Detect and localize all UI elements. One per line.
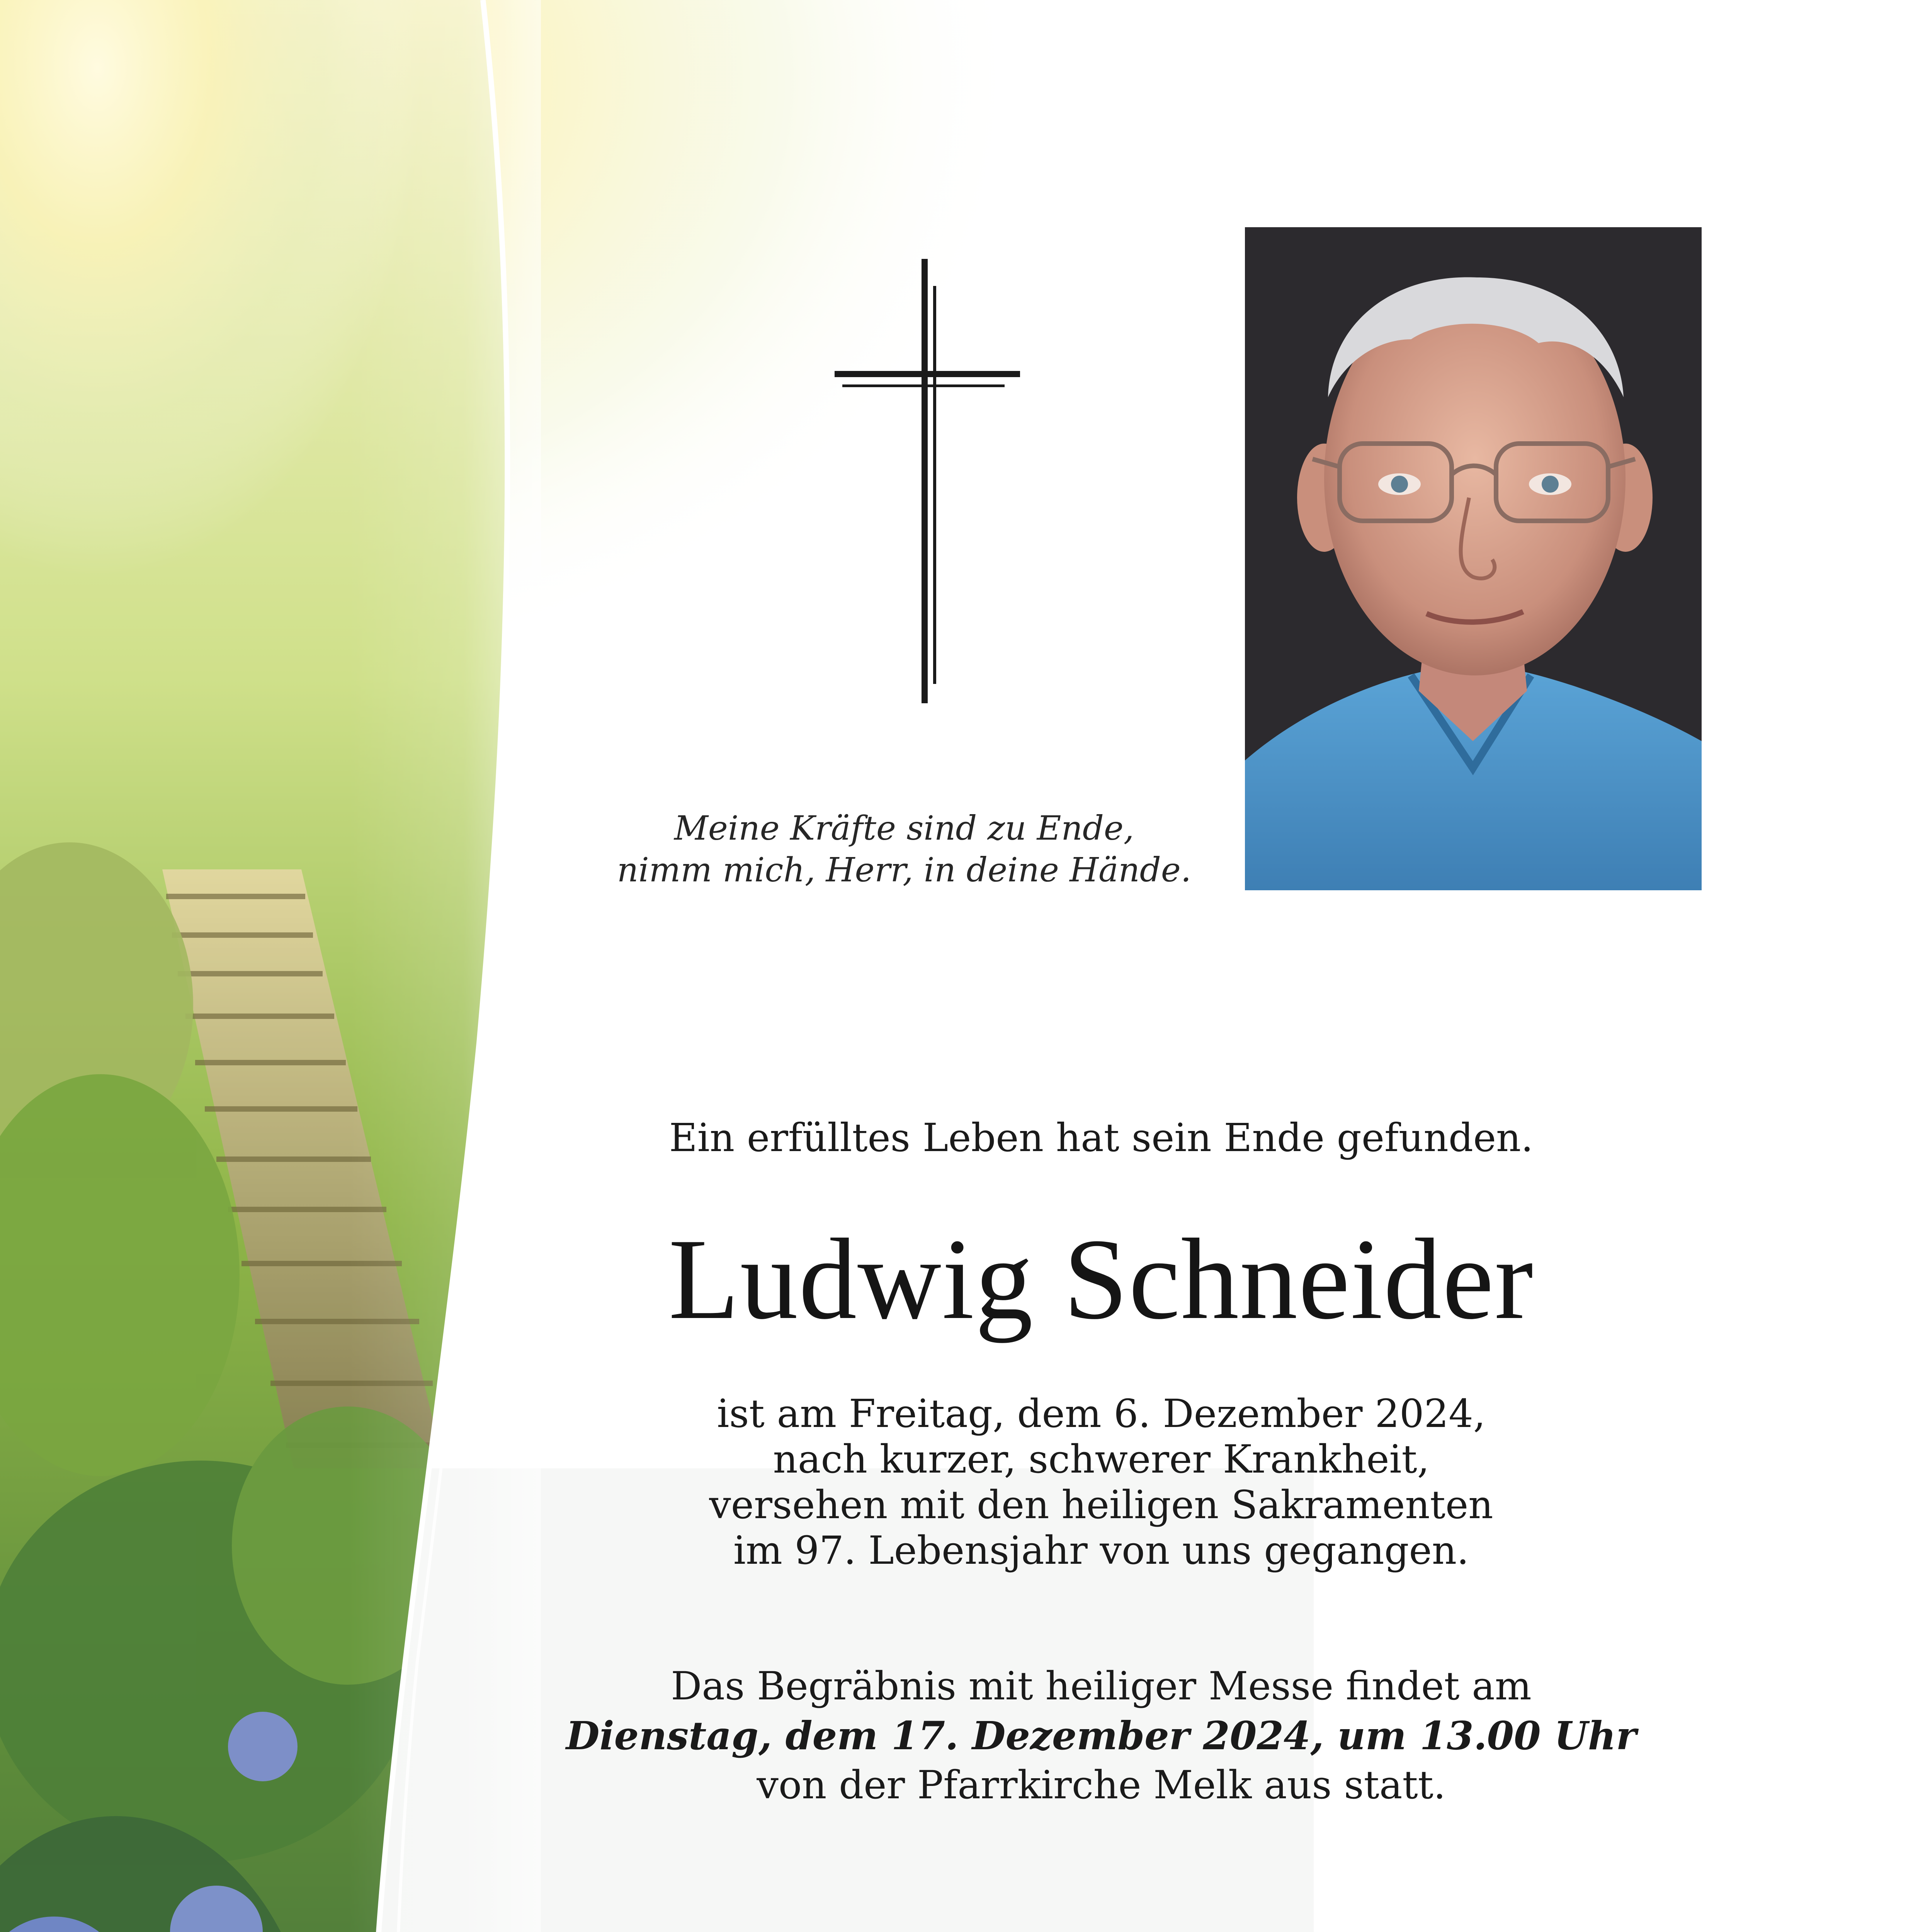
death-notice-line-4: im 97. Lebensjahr von uns gegangen. [733, 1528, 1469, 1573]
deceased-name: Ludwig Schneider [668, 1215, 1534, 1343]
intro-line: Ein erfülltes Leben hat sein Ende gefunden. [669, 1115, 1534, 1160]
verse-line-2: nimm mich, Herr, in deine Hände. [617, 851, 1192, 889]
portrait-illustration [1245, 227, 1702, 890]
portrait-photo [1245, 227, 1702, 890]
death-notice [580, 1391, 1623, 1573]
funeral-announcement [502, 1662, 1700, 1810]
verse-quote [549, 808, 1260, 891]
funeral-line-3: von der Pfarrkirche Melk aus statt. [757, 1762, 1446, 1808]
verse-line-1: Meine Kräfte sind zu Ende, [674, 809, 1134, 848]
funeral-line-1: Das Begräbnis mit heiliger Messe findet am [671, 1663, 1532, 1709]
latin-cross-icon [827, 259, 1028, 703]
death-notice-line-2: nach kurzer, schwerer Krankheit, [773, 1437, 1430, 1482]
funeral-date-time: Dienstag, dem 17. Dezember 2024, um 13.00 Uhr [566, 1713, 1637, 1759]
death-notice-line-1: ist am Freitag, dem 6. Dezember 2024, [717, 1391, 1486, 1436]
death-notice-line-3: versehen mit den heiligen Sakramenten [709, 1482, 1493, 1527]
